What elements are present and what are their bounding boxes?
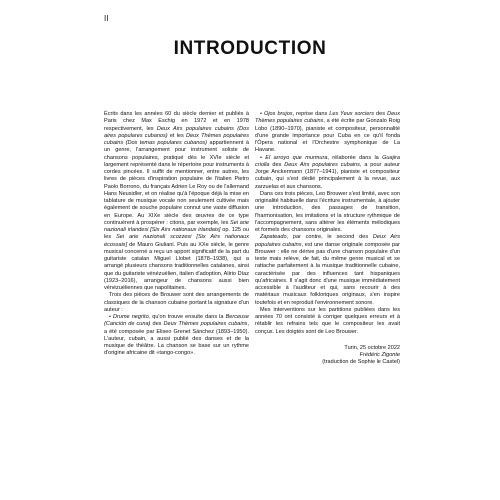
text-run: des — [374, 111, 388, 117]
paragraph — [104, 111, 249, 292]
italic-text: Ojos brujos — [264, 111, 293, 117]
text-run: , rélaborée dans la — [327, 154, 383, 161]
paragraph — [255, 307, 400, 336]
italic-text: Guajira criolla — [255, 154, 400, 168]
text-run: , a été écrite par Gonzalo Roig Lobo (1890–1970), pianiste et compositeur, personnalité d'une grande importance pour Cuba en ce qu'il fonda l'Ópera national et l'Orchestre symphonique de La Havane. — [255, 118, 401, 154]
italic-text: El arroyo que murmura — [265, 154, 328, 161]
text-run: qu'on trouve ensuite dans la — [152, 314, 226, 320]
text-run: , a pour auteur Jorge Anckermann (1877–1941), pianiste et compositeur cubain, qui s'est dédié principalement à la revue, aux zarzuelas et aux chansons. — [255, 161, 400, 190]
right-column — [255, 111, 400, 367]
italic-text: Les Yeux sorciers — [329, 111, 374, 117]
signature-place-date: Turin, 25 octobre 2022 — [344, 344, 400, 351]
text-run: op. 125 ou les — [104, 227, 249, 241]
signature-block — [255, 345, 400, 367]
text-run: de Mauro Giuliani. Puis au XXe siècle, le genre musical concerné a reçu un apport significatif de la part du guitariste catalan Miguel Llobet (1878–1938), qui a arrangé plusieurs chansons traditionnelles catalanes, ainsi que du guitariste vénézuélien, italien d'adoption, Alirio Díaz (1923–2016), arrangeur de chansons aussi bien vénézuéliennes que napolitaines. — [104, 241, 249, 291]
text-run: Dans ces trois pièces, Leo Brouwer s'est limité, avec son originalité habituelle dans l'écriture instrumentale, à ajouter une introduction, des passages de transition, l'harmonisation, les imitations et la structure rythmique de l'accompagnement, sans altérer les éléments mélodiques et formels des chansons originales. — [255, 190, 400, 233]
paragraph — [255, 155, 400, 191]
text-run: Trois des pièces de Brouwer sont des arrangements de classiques de la chanson cubaine portant la signature d'un auteur : — [104, 292, 249, 313]
italic-text: Berceuse (Canción de cuna) — [104, 314, 249, 328]
text-run: Mes interventions sur les partitions publiées dans les années 70 ont consisté à corriger quelques erreurs et à rétablir les refrains tels que le compositeur les avait conçus. Les doigtés sont de Leo Brouwer. — [255, 306, 400, 335]
italic-text: Deux Thèmes populaires cubains (Dos temas populares cubanos) — [104, 132, 250, 146]
text-run: • — [109, 314, 113, 320]
text-run: appartiennent à un genre, l'arrangement pour instrument soliste de chansons populaires, pratiqué dès le XVIe siècle et largement représenté dans le répertoire pour instruments à cordes pincées. Il suffit de mentionner, entre autres, les livres de pièces d'inspiration populaire de l'italien Pietro Paolo Borrono, du français Adrien Le Roy ou de l'allemand Hans Neusidler, et on réalise qu'à l'époque déjà la mise en tablature de musique vocale non seulement cultivée mais également de souche populaire connut une vaste diffusion en Europe. Au XIXe siècle des œuvres de ce type continuèrent à prospérer : citons, par exemple, les — [104, 140, 249, 226]
page-title: INTRODUCTION — [173, 38, 327, 59]
text-run: Écrits dans les années 60 du siècle dernier et publiés à Paris chez Max Eschig en 1972 et en 1978 respectivement, les — [104, 111, 249, 132]
italic-text: Deux Airs populaires cubains — [255, 234, 400, 248]
italic-text: Drume negrito, — [113, 314, 153, 320]
italic-text: Deux Thèmes populaires cubains — [255, 111, 401, 125]
text-run: • — [260, 111, 264, 117]
text-run: , par contre, le second des — [286, 234, 373, 241]
paragraph — [255, 234, 400, 307]
signature-author: Frédéric Zigonte — [359, 352, 400, 358]
italic-text: Sei arie nazionali scozzesi [Six Airs nationaux écossais] — [104, 234, 250, 248]
text-run: et les — [167, 132, 186, 139]
text-run: , reprise dans — [292, 111, 330, 117]
page-number: II — [104, 14, 109, 23]
italic-text: Sei arie nazionali irlandesi [Six Airs nationaux irlandais] — [104, 219, 250, 233]
paragraph — [104, 314, 249, 358]
text-run: , est une danse originale composée par Brouwer : elle ne dérive pas d'une chanson populaire d'un texte mais relève, de fait, du même genre musical et se rattache parfaitement à la musique traditionnelle cubaine, caractérisée par des influences tant hispaniques qu'africaines. Il s'agit donc d'une musique immédiatement accessible à l'auditeur et qui, sans recourir à des matériaux musicaux folkloriques originaux, s'en inspire toutefois et en reproduit l'environnement sonore. — [255, 241, 400, 306]
paragraph — [255, 191, 400, 235]
text-run: • — [260, 154, 266, 161]
text-run: des — [150, 321, 164, 328]
italic-text: Deux Thèmes populaires cubains — [163, 321, 248, 328]
left-column — [104, 111, 249, 358]
signature-translation: (traduction de Sophie le Castel) — [322, 359, 400, 366]
italic-text: Deux Airs populaires cubains (Dos aires populares cubanos) — [104, 125, 249, 139]
italic-text: Zapateado — [260, 234, 287, 241]
text-run: , a été composée par Eliseo Grenet Sánchez (1893–1950). L'auteur, cubain, a aussi publié des danses et de la musique de théâtre. La chanson se base sur un rythme d'origine africaine dit «tango-congo». — [104, 321, 249, 357]
paragraph — [104, 292, 249, 314]
italic-text: Deux Airs populaires cubains — [284, 161, 360, 168]
paragraph — [255, 111, 400, 155]
text-run: des — [269, 161, 285, 168]
